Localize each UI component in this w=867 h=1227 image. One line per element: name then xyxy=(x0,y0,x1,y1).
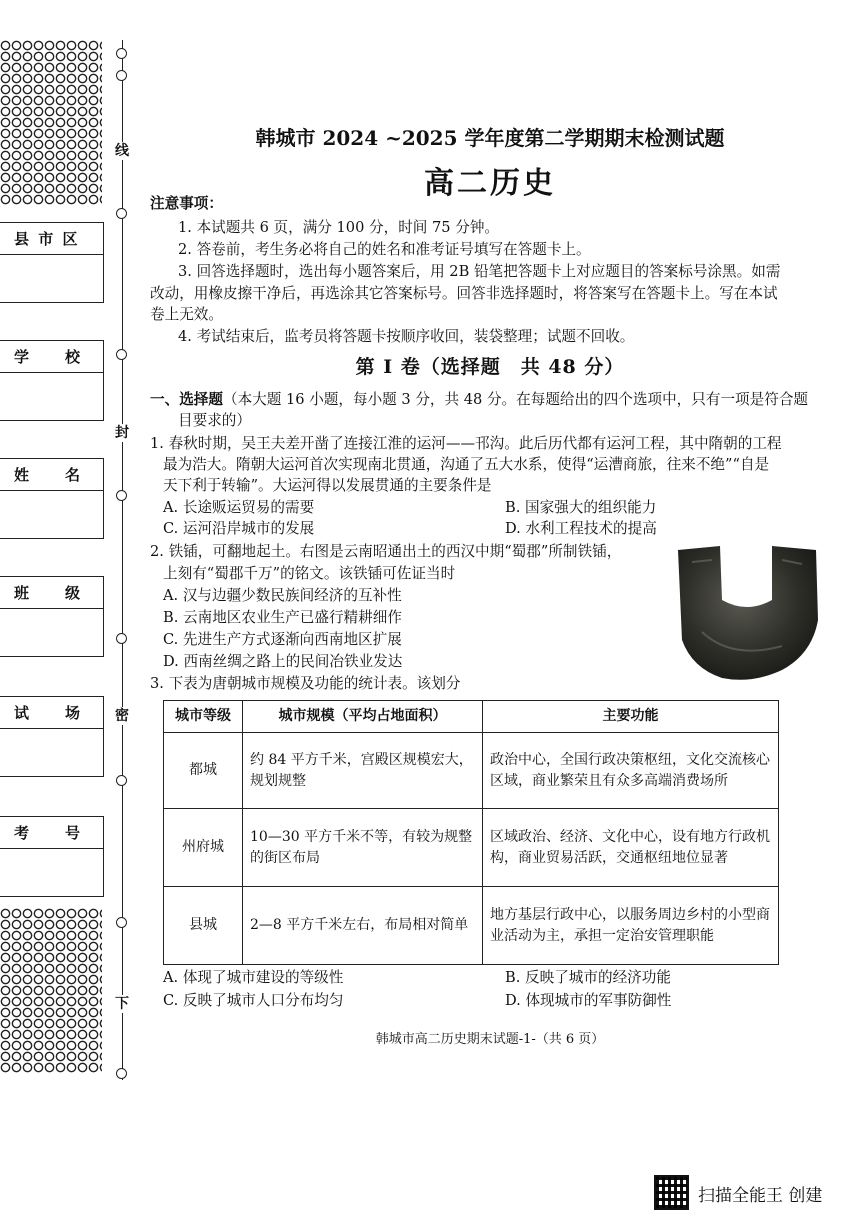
q2-option-b[interactable]: B. 云南地区农业生产已盛行精耕细作 xyxy=(163,609,402,626)
field-blank[interactable] xyxy=(0,849,104,897)
subject-title: 高二历史 xyxy=(424,166,556,201)
field-exam-room[interactable] xyxy=(0,696,104,777)
section-intro-line2: 目要求的） xyxy=(178,412,251,429)
table-cell: 区域政治、经济、文化中心，设有地方行政机构，商业贸易活跃，交通枢纽地位显著 xyxy=(483,809,779,887)
q2-stem-line: 上刻有“蜀郡千万”的铭文。该铁锸可佐证当时 xyxy=(163,565,456,582)
iron-spade-image xyxy=(672,542,822,687)
table-row xyxy=(164,809,779,887)
q3-option-d[interactable]: D. 体现城市的军事防御性 xyxy=(505,992,672,1009)
q3-option-a[interactable]: A. 体现了城市建设的等级性 xyxy=(163,969,344,986)
notice-item: 2. 答卷前，考生务必将自己的姓名和准考证号填写在答题卡上。 xyxy=(178,241,591,258)
q3-stem: 3. 下表为唐朝城市规模及功能的统计表。该划分 xyxy=(150,675,461,692)
section-intro-text: （本大题 16 小题，每小题 3 分，共 48 分。在每题给出的四个选项中，只有一项是符合题 xyxy=(222,391,809,408)
binding-hole xyxy=(116,490,127,501)
binding-hole xyxy=(116,775,127,786)
table-cell: 县城 xyxy=(164,887,243,965)
field-blank[interactable] xyxy=(0,373,104,421)
q2-option-c[interactable]: C. 先进生产方式逐渐向西南地区扩展 xyxy=(163,631,402,648)
section-title: 第 Ⅰ 卷（选择题 共 48 分） xyxy=(355,356,625,378)
notice-item: 3. 回答选择题时，选出每小题答案后，用 2B 铅笔把答题卡上对应题目的答案标号涂黑。如需 xyxy=(178,263,781,280)
field-blank[interactable] xyxy=(0,255,104,303)
table-cell: 2—8 平方千米左右，布局相对简单 xyxy=(243,887,483,965)
q1-option-c[interactable]: C. 运河沿岸城市的发展 xyxy=(163,520,315,537)
field-county[interactable] xyxy=(0,222,104,303)
section-intro-label: 一、选择题 xyxy=(150,391,223,408)
exam-title: 韩城市 2024 ~2025 学年度第二学期期末检测试题 xyxy=(255,126,725,150)
binding-char-xia: 下 xyxy=(115,996,129,1012)
field-name[interactable] xyxy=(0,458,104,539)
notice-item: 改动，用橡皮擦干净后，再选涂其它答案标号。回答非选择题时，将答案写在答题卡上。写在本试 xyxy=(150,285,778,302)
field-label: 县 市 区 xyxy=(0,222,104,255)
binding-hole xyxy=(116,48,127,59)
table-cell: 州府城 xyxy=(164,809,243,887)
q2-option-a[interactable]: A. 汉与边疆少数民族间经济的互补性 xyxy=(163,587,402,604)
section-intro xyxy=(150,389,808,410)
q1-option-d[interactable]: D. 水利工程技术的提高 xyxy=(505,520,657,537)
binding-hole xyxy=(116,70,127,81)
table-header: 城市等级 xyxy=(164,701,243,733)
table-header: 主要功能 xyxy=(483,701,779,733)
q1-stem-line: 1. 春秋时期，吴王夫差开凿了连接江淮的运河——邗沟。此后历代都有运河工程，其中隋朝的工程 xyxy=(150,435,782,452)
city-table xyxy=(163,700,779,965)
field-label: 考 号 xyxy=(0,816,104,849)
binding-hole xyxy=(116,917,127,928)
field-label: 姓 名 xyxy=(0,458,104,491)
binding-hole xyxy=(116,349,127,360)
dot-pattern-bottom xyxy=(0,908,102,1073)
binding-hole xyxy=(116,208,127,219)
q3-option-c[interactable]: C. 反映了城市人口分布均匀 xyxy=(163,992,344,1009)
q2-option-d[interactable]: D. 西南丝绸之路上的民间冶铁业发达 xyxy=(163,653,403,670)
binding-char-xian: 线 xyxy=(115,143,129,159)
table-cell: 地方基层行政中心，以服务周边乡村的小型商业活动为主，承担一定治安管理职能 xyxy=(483,887,779,965)
field-blank[interactable] xyxy=(0,491,104,539)
scanner-watermark: 扫描全能王 创建 xyxy=(698,1186,823,1206)
table-cell: 约 84 平方千米，宫殿区规模宏大，规划规整 xyxy=(243,733,483,809)
binding-hole xyxy=(116,633,127,644)
field-class[interactable] xyxy=(0,576,104,657)
table-cell: 政治中心，全国行政决策枢纽，文化交流核心区域，商业繁荣且有众多高端消费场所 xyxy=(483,733,779,809)
q3-option-b[interactable]: B. 反映了城市的经济功能 xyxy=(505,969,671,986)
q1-option-a[interactable]: A. 长途贩运贸易的需要 xyxy=(163,499,315,516)
field-label: 试 场 xyxy=(0,696,104,729)
notice-item: 1. 本试题共 6 页，满分 100 分，时间 75 分钟。 xyxy=(178,219,500,236)
binding-char-feng: 封 xyxy=(115,425,129,441)
field-blank[interactable] xyxy=(0,609,104,657)
table-cell: 都城 xyxy=(164,733,243,809)
binding-char-mi: 密 xyxy=(115,708,129,724)
field-exam-number[interactable] xyxy=(0,816,104,897)
table-header-row xyxy=(164,701,779,733)
field-label: 班 级 xyxy=(0,576,104,609)
field-blank[interactable] xyxy=(0,729,104,777)
dot-pattern-top xyxy=(0,40,102,205)
qr-code-icon xyxy=(654,1175,689,1210)
q1-option-b[interactable]: B. 国家强大的组织能力 xyxy=(505,499,657,516)
table-cell: 10—30 平方千米不等，有较为规整的街区布局 xyxy=(243,809,483,887)
binding-hole xyxy=(116,1068,127,1079)
field-school[interactable] xyxy=(0,340,104,421)
table-header: 城市规模（平均占地面积） xyxy=(243,701,483,733)
field-label: 学 校 xyxy=(0,340,104,373)
q1-stem-line: 最为浩大。隋朝大运河首次实现南北贯通，沟通了五大水系，使得“运漕商旅，往来不绝”“自是 xyxy=(163,456,770,473)
notice-heading: 注意事项： xyxy=(150,195,223,212)
page-footer: 韩城市高二历史期末试题-1-（共 6 页） xyxy=(375,1032,605,1047)
q2-stem-line: 2. 铁锸，可翻地起土。右图是云南昭通出土的西汉中期“蜀郡”所制铁锸， xyxy=(150,543,622,560)
notice-item: 4. 考试结束后，监考员将答题卡按顺序收回，装袋整理；试题不回收。 xyxy=(178,328,635,345)
table-row xyxy=(164,733,779,809)
notice-item: 卷上无效。 xyxy=(150,306,223,323)
q1-stem-line: 天下利于转输”。大运河得以发展贯通的主要条件是 xyxy=(163,477,492,494)
table-row xyxy=(164,887,779,965)
